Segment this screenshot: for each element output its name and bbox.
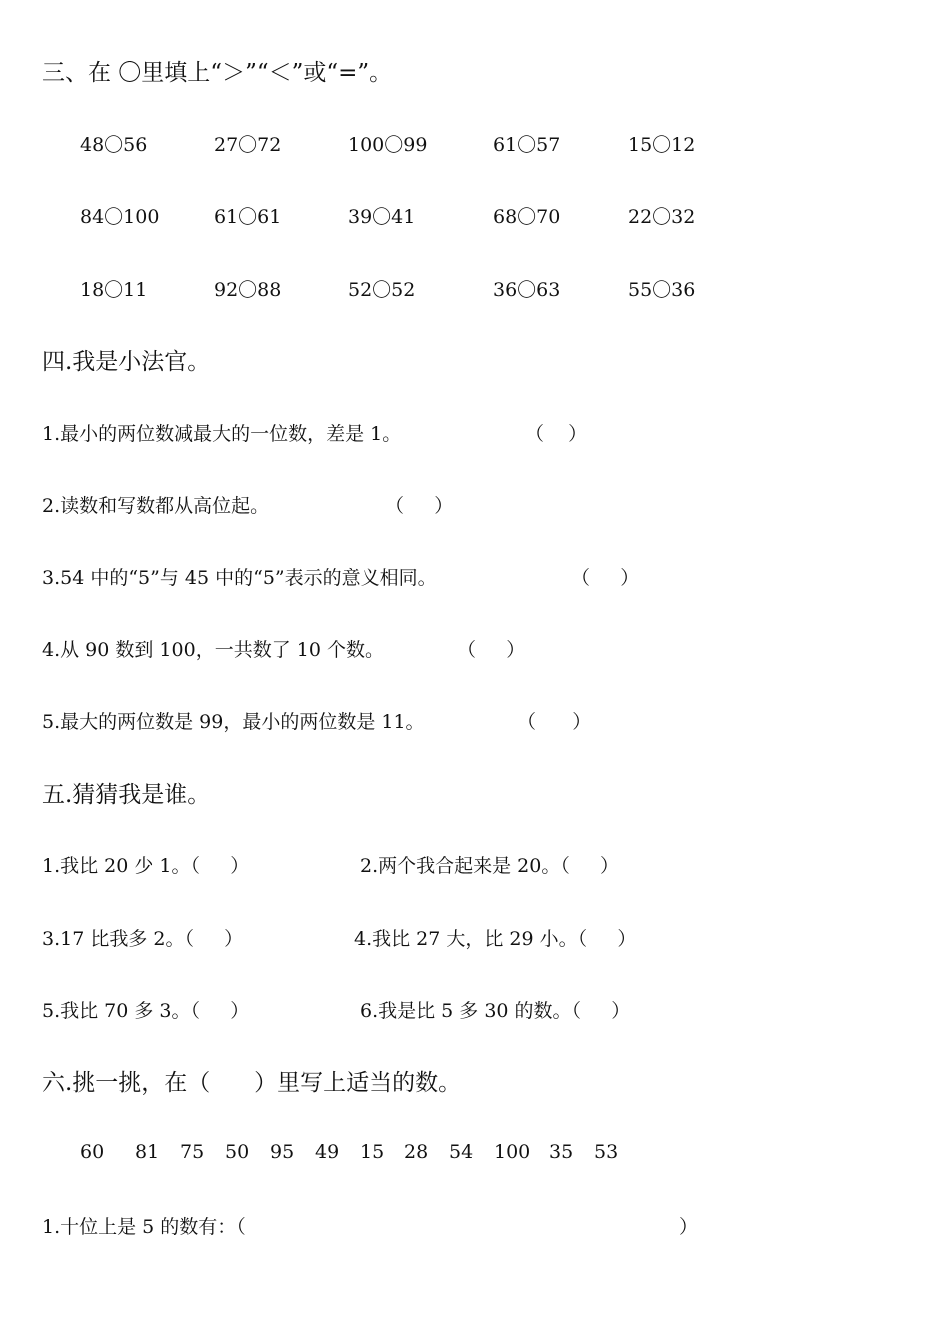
riddle-item[interactable]: 5.我比 70 多 3。（ ） bbox=[42, 1000, 250, 1022]
comparison-item: 84〇100 bbox=[80, 206, 160, 228]
comparison-item: 92〇88 bbox=[214, 279, 282, 301]
section3-heading: 三、在 〇里填上“＞”“＜”或“=”。 bbox=[42, 60, 393, 86]
number-pool-item: 60 bbox=[80, 1141, 105, 1163]
answer-blank[interactable]: （ ） bbox=[385, 495, 454, 517]
number-pool-item: 15 bbox=[360, 1141, 385, 1163]
number-pool-item: 35 bbox=[549, 1141, 574, 1163]
answer-blank[interactable]: （ ） bbox=[571, 567, 640, 589]
number-pool-item: 81 bbox=[135, 1141, 160, 1163]
answer-blank[interactable]: （ ） bbox=[457, 639, 526, 661]
answer-blank[interactable]: （ ） bbox=[517, 711, 592, 733]
answer-blank[interactable]: （ ） bbox=[525, 423, 588, 445]
number-pool-item: 100 bbox=[494, 1141, 531, 1163]
riddle-item[interactable]: 2.两个我合起来是 20。（ ） bbox=[360, 855, 620, 877]
comparison-item: 18〇11 bbox=[80, 279, 148, 301]
judge-statement: 5.最大的两位数是 99，最小的两位数是 11。 bbox=[42, 711, 425, 733]
riddle-item[interactable]: 3.17 比我多 2。（ ） bbox=[42, 928, 244, 950]
comparison-item: 15〇12 bbox=[628, 134, 696, 156]
comparison-item: 100〇99 bbox=[348, 134, 428, 156]
riddle-item[interactable]: 1.我比 20 少 1。（ ） bbox=[42, 855, 250, 877]
riddle-item[interactable]: 6.我是比 5 多 30 的数。（ ） bbox=[360, 1000, 631, 1022]
number-pool-item: 75 bbox=[180, 1141, 205, 1163]
section4-heading: 四.我是小法官。 bbox=[42, 349, 211, 375]
comparison-item: 55〇36 bbox=[628, 279, 696, 301]
comparison-item: 61〇57 bbox=[493, 134, 561, 156]
number-pool-item: 49 bbox=[315, 1141, 340, 1163]
section5-heading: 五.猜猜我是谁。 bbox=[42, 782, 211, 808]
comparison-item: 36〇63 bbox=[493, 279, 561, 301]
judge-statement: 2.读数和写数都从高位起。 bbox=[42, 495, 270, 517]
riddle-item[interactable]: 4.我比 27 大，比 29 小。（ ） bbox=[354, 928, 637, 950]
judge-statement: 3.54 中的“5”与 45 中的“5”表示的意义相同。 bbox=[42, 567, 437, 589]
judge-statement: 1.最小的两位数减最大的一位数，差是 1。 bbox=[42, 423, 402, 445]
number-pool-item: 28 bbox=[404, 1141, 429, 1163]
number-pool-item: 54 bbox=[449, 1141, 474, 1163]
answer-blank-close[interactable]: ） bbox=[679, 1216, 699, 1238]
comparison-item: 68〇70 bbox=[493, 206, 561, 228]
number-pool-item: 53 bbox=[594, 1141, 619, 1163]
number-pool-item: 50 bbox=[225, 1141, 250, 1163]
comparison-item: 27〇72 bbox=[214, 134, 282, 156]
comparison-item: 22〇32 bbox=[628, 206, 696, 228]
comparison-item: 48〇56 bbox=[80, 134, 148, 156]
judge-statement: 4.从 90 数到 100，一共数了 10 个数。 bbox=[42, 639, 384, 661]
number-pool-item: 95 bbox=[270, 1141, 295, 1163]
comparison-item: 61〇61 bbox=[214, 206, 282, 228]
comparison-item: 39〇41 bbox=[348, 206, 416, 228]
comparison-item: 52〇52 bbox=[348, 279, 416, 301]
section6-heading: 六.挑一挑，在（ ）里写上适当的数。 bbox=[42, 1070, 462, 1096]
pick-question: 1.十位上是 5 的数有：（ bbox=[42, 1216, 246, 1238]
